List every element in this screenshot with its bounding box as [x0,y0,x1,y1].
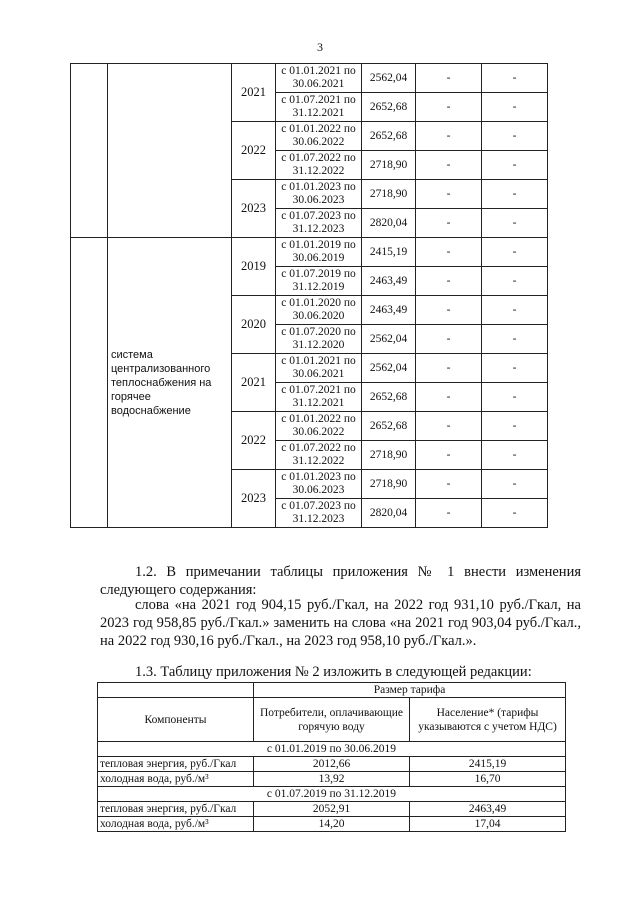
dash-cell: - [482,238,548,267]
value-cell: 2652,68 [362,383,416,412]
dash-cell: - [416,267,482,296]
value-cell: 2652,68 [362,93,416,122]
year-cell: 2021 [232,64,276,122]
system-label: система централизованного теплоснабжения на горячее водоснабжение [108,238,232,528]
cell-consumers: 13,92 [254,772,410,787]
year-cell: 2019 [232,238,276,296]
dash-cell: - [416,441,482,470]
year-cell: 2020 [232,296,276,354]
cell-population: 17,04 [410,817,566,832]
header-population: Население* (тарифы указываются с учетом НДС) [410,698,566,742]
value-cell: 2820,04 [362,209,416,238]
dash-cell: - [416,209,482,238]
header-components: Компоненты [98,698,254,742]
section-row [98,787,566,802]
table-row [98,817,566,832]
dash-cell: - [482,93,548,122]
paragraph-1-2: 1.2. В примечании таблицы приложения № 1 внести изменения следующего содержания: [100,564,581,598]
cell-consumers: 2052,91 [254,802,410,817]
period-cell: с 01.01.2021 по 30.06.2021 [276,354,362,383]
section-period: с 01.07.2019 по 31.12.2019 [98,787,566,802]
cell-population: 16,70 [410,772,566,787]
table-row [71,238,548,267]
period-cell: с 01.07.2022 по 31.12.2022 [276,441,362,470]
period-cell: с 01.07.2019 по 31.12.2019 [276,267,362,296]
table-row [98,757,566,772]
paragraph-1-2-text: слова «на 2021 год 904,15 руб./Гкал, на 2022 год 931,10 руб./Гкал, на 2023 год 958,85 руб./Гкал.» заменить на слова «на 2021 год 903,04 руб./Гкал., на 2022 год 930,16 руб./Гкал., на 2023 год 958,10 руб./Гкал.». [100,597,581,649]
value-cell: 2718,90 [362,151,416,180]
period-cell: с 01.07.2022 по 31.12.2022 [276,151,362,180]
value-cell: 2820,04 [362,499,416,528]
value-cell: 2562,04 [362,64,416,93]
dash-cell: - [416,412,482,441]
empty-cell [71,238,108,528]
dash-cell: - [482,412,548,441]
year-cell: 2023 [232,470,276,528]
value-cell: 2718,90 [362,441,416,470]
dash-cell: - [416,151,482,180]
year-cell: 2021 [232,354,276,412]
year-cell: 2022 [232,122,276,180]
dash-cell: - [482,296,548,325]
table-row [98,802,566,817]
dash-cell: - [482,470,548,499]
value-cell: 2562,04 [362,354,416,383]
header-consumers: Потребители, оплачивающие горячую воду [254,698,410,742]
dash-cell: - [482,122,548,151]
dash-cell: - [482,209,548,238]
period-cell: с 01.01.2022 по 30.06.2022 [276,122,362,151]
cell-component: тепловая энергия, руб./Гкал [98,757,254,772]
dash-cell: - [416,470,482,499]
dash-cell: - [416,180,482,209]
dash-cell: - [482,499,548,528]
header-tariff-size: Размер тарифа [254,683,566,698]
dash-cell: - [416,354,482,383]
table-row [98,772,566,787]
year-cell: 2022 [232,412,276,470]
dash-cell: - [482,64,548,93]
paragraph-1-3: 1.3. Таблицу приложения № 2 изложить в следующей редакции: [135,664,532,680]
dash-cell: - [416,296,482,325]
period-cell: с 01.07.2021 по 31.12.2021 [276,93,362,122]
period-cell: с 01.07.2021 по 31.12.2021 [276,383,362,412]
tariff-table-appendix-2 [97,682,566,832]
period-cell: с 01.01.2021 по 30.06.2021 [276,64,362,93]
dash-cell: - [416,499,482,528]
value-cell: 2652,68 [362,412,416,441]
dash-cell: - [416,64,482,93]
value-cell: 2463,49 [362,296,416,325]
value-cell: 2718,90 [362,180,416,209]
cell-consumers: 2012,66 [254,757,410,772]
cell-component: тепловая энергия, руб./Гкал [98,802,254,817]
value-cell: 2415,19 [362,238,416,267]
period-cell: с 01.01.2019 по 30.06.2019 [276,238,362,267]
dash-cell: - [482,383,548,412]
cell-component: холодная вода, руб./м³ [98,772,254,787]
period-cell: с 01.01.2022 по 30.06.2022 [276,412,362,441]
period-cell: с 01.01.2023 по 30.06.2023 [276,180,362,209]
dash-cell: - [416,325,482,354]
period-cell: с 01.01.2020 по 30.06.2020 [276,296,362,325]
page-number: 3 [317,40,323,54]
value-cell: 2652,68 [362,122,416,151]
period-cell: с 01.07.2020 по 31.12.2020 [276,325,362,354]
period-cell: с 01.07.2023 по 31.12.2023 [276,209,362,238]
dash-cell: - [482,267,548,296]
value-cell: 2562,04 [362,325,416,354]
table-row [71,64,548,93]
dash-cell: - [416,383,482,412]
dash-cell: - [482,180,548,209]
period-cell: с 01.01.2023 по 30.06.2023 [276,470,362,499]
cell-population: 2415,19 [410,757,566,772]
system-label [108,64,232,238]
dash-cell: - [482,151,548,180]
tariff-table-continued [70,63,548,528]
dash-cell: - [416,122,482,151]
dash-cell: - [416,238,482,267]
section-period: с 01.01.2019 по 30.06.2019 [98,742,566,757]
empty-cell [71,64,108,238]
value-cell: 2463,49 [362,267,416,296]
cell-consumers: 14,20 [254,817,410,832]
value-cell: 2718,90 [362,470,416,499]
section-row [98,742,566,757]
dash-cell: - [482,325,548,354]
cell-population: 2463,49 [410,802,566,817]
dash-cell: - [482,354,548,383]
year-cell: 2023 [232,180,276,238]
dash-cell: - [482,441,548,470]
period-cell: с 01.07.2023 по 31.12.2023 [276,499,362,528]
cell-component: холодная вода, руб./м³ [98,817,254,832]
dash-cell: - [416,93,482,122]
